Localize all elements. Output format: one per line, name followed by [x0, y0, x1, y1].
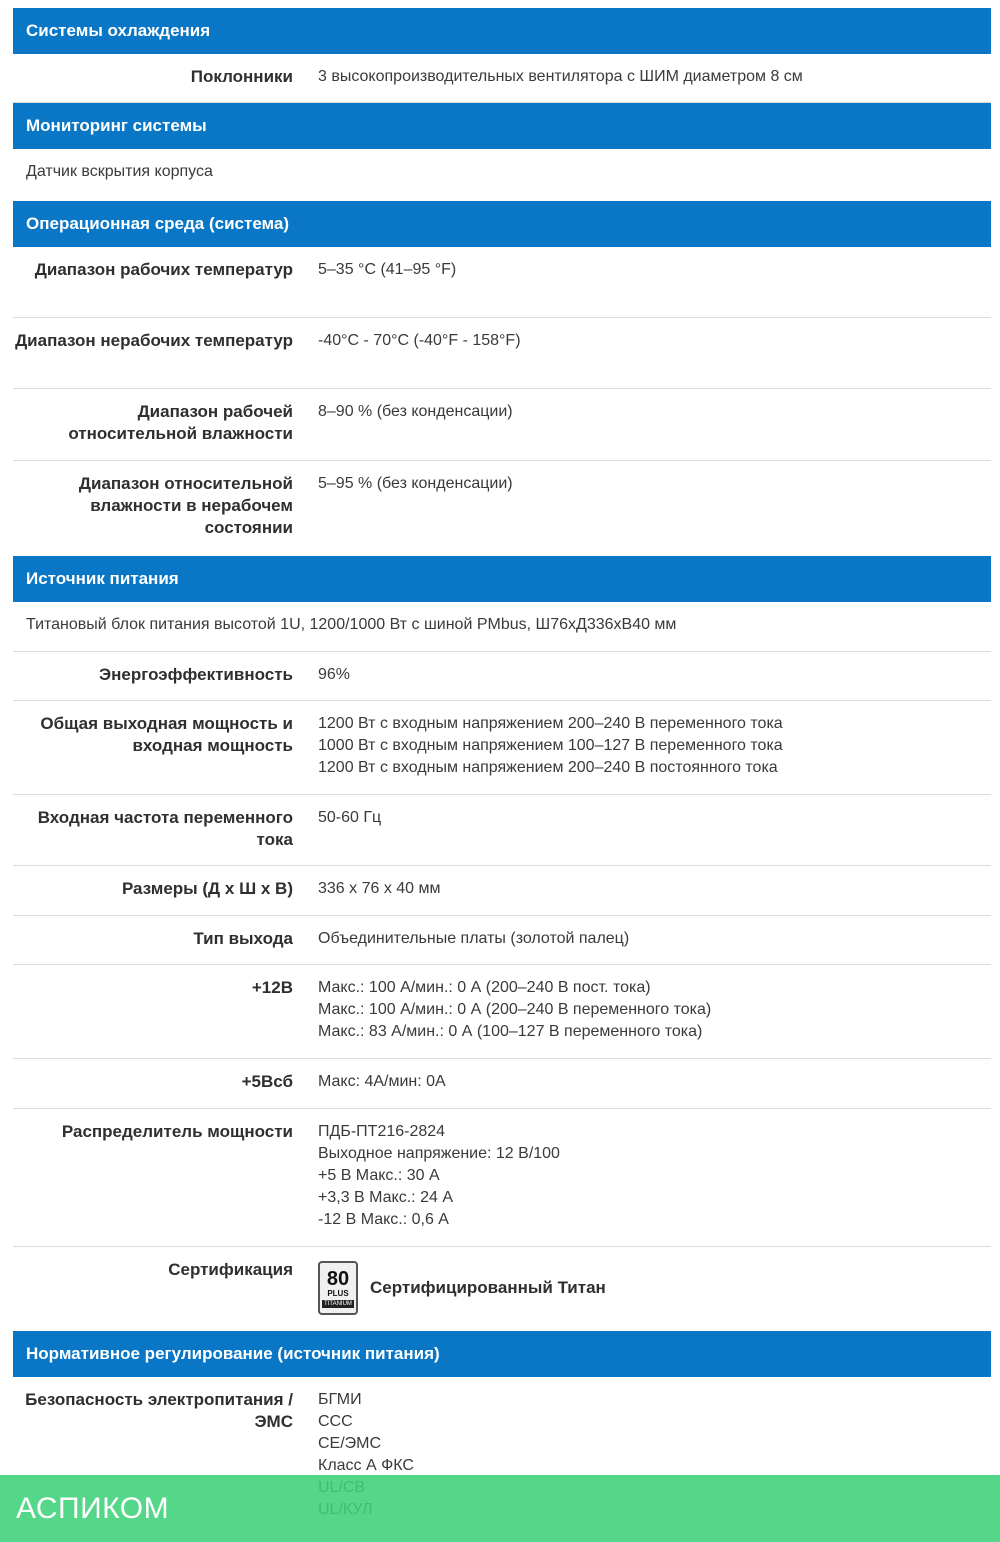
spec-label: Входная частота переменного тока [37, 808, 293, 849]
spec-value [293, 1059, 991, 1108]
spec-row-dimensions [13, 866, 991, 916]
spec-value-line: 5–35 °C (41–95 °F) [318, 261, 457, 278]
spec-value-line: 50-60 Гц [318, 809, 382, 826]
certification-text: Сертифицированный Титан [370, 1278, 606, 1297]
spec-value-line: Макс.: 83 А/мин.: 0 А (100–127 В переменного тока) [318, 1023, 703, 1040]
section-header-environment: Операционная среда (система) [13, 201, 991, 247]
footer-banner [0, 1475, 1000, 1542]
spec-label: Энергоэффективность [99, 665, 293, 684]
spec-value-line: БГМИ [318, 1391, 362, 1408]
80-plus-titanium-badge-icon [318, 1261, 358, 1315]
spec-value-line: 1200 Вт с входным напряжением 200–240 В постоянного тока [318, 759, 778, 776]
spec-value-line: Объединительные платы (золотой палец) [318, 930, 630, 947]
footer-brand[interactable]: АСПИКОМ [16, 1491, 170, 1525]
spec-value [293, 54, 991, 102]
spec-label: +5Всб [241, 1072, 293, 1091]
spec-value: Датчик вскрытия корпуса [26, 163, 213, 180]
section-header-cooling: Системы охлаждения [13, 8, 991, 54]
spec-label: Диапазон нерабочих температур [15, 331, 293, 350]
spec-value [293, 318, 991, 388]
spec-label: Поклонники [190, 67, 293, 86]
spec-row-efficiency [13, 652, 991, 701]
spec-label: +12В [251, 978, 293, 997]
spec-value-line: Макс: 4А/мин: 0А [318, 1073, 446, 1090]
spec-label: Тип выхода [193, 929, 293, 948]
spec-value-line: 96% [318, 666, 351, 683]
spec-value [293, 247, 991, 317]
spec-value-line: +5 В Макс.: 30 А [318, 1167, 440, 1184]
spec-value-line: 1000 Вт с входным напряжением 100–127 В переменного тока [318, 737, 783, 754]
spec-row-5vsb [13, 1059, 991, 1109]
spec-table [13, 8, 991, 1527]
spec-row-operating-temp [13, 247, 991, 318]
spec-label: Общая выходная мощность и входная мощность [40, 714, 293, 755]
spec-value-line: 8–90 % (без конденсации) [318, 403, 513, 420]
badge-number: 80 [326, 1267, 350, 1290]
spec-value [293, 916, 991, 964]
spec-label: Диапазон относительной влажности в нерабочем состоянии [78, 474, 293, 537]
spec-label: Размеры (Д х Ш х В) [121, 879, 293, 898]
spec-label: Безопасность электропитания / ЭМС [25, 1390, 293, 1431]
spec-value-line: CCC [318, 1413, 353, 1430]
spec-row-12v [13, 965, 991, 1059]
spec-value-line: 1200 Вт с входным напряжением 200–240 В переменного тока [318, 715, 783, 732]
spec-value-line: ПДБ-ПТ216-2824 [318, 1123, 446, 1140]
spec-value [293, 701, 991, 794]
spec-value [293, 795, 991, 865]
spec-value [293, 1247, 991, 1331]
section-header-power: Источник питания [13, 556, 991, 602]
spec-value-line: -12 В Макс.: 0,6 А [318, 1211, 449, 1228]
spec-row-input-frequency [13, 795, 991, 866]
spec-value [293, 1109, 991, 1246]
spec-row-nonoperating-humidity [13, 461, 991, 556]
section-header-monitoring: Мониторинг системы [13, 103, 991, 149]
spec-value-line: Класс А ФКС [318, 1457, 414, 1474]
spec-row-fans [13, 54, 991, 103]
spec-label: Сертификация [168, 1260, 293, 1279]
spec-row-nonoperating-temp [13, 318, 991, 389]
spec-value-line: 336 x 76 x 40 мм [318, 880, 441, 897]
spec-value [293, 461, 991, 556]
spec-value [293, 965, 991, 1058]
spec-label: Диапазон рабочих температур [34, 260, 293, 279]
badge-tier: TITANIUM [324, 1300, 352, 1307]
spec-row-operating-humidity [13, 389, 991, 461]
spec-row-output-power [13, 701, 991, 795]
badge-plus: PLUS [327, 1288, 349, 1298]
spec-value-line: Выходное напряжение: 12 В/100 [318, 1145, 560, 1162]
spec-value-line: Макс.: 100 А/мин.: 0 А (200–240 В переменного тока) [318, 1001, 712, 1018]
spec-value [293, 389, 991, 460]
spec-row-certification [13, 1247, 991, 1331]
spec-value-line: +3,3 В Макс.: 24 А [318, 1189, 453, 1206]
spec-value-line: CE/ЭМС [318, 1435, 382, 1452]
spec-row-intrusion [13, 149, 991, 201]
spec-label: Диапазон рабочей относительной влажности [68, 402, 293, 443]
spec-value: Титановый блок питания высотой 1U, 1200/1000 Вт с шиной PMbus, Ш76хД336хВ40 мм [26, 616, 677, 633]
spec-value-line: 3 высокопроизводительных вентилятора с ШИМ диаметром 8 см [318, 68, 803, 85]
spec-value-line: Макс.: 100 А/мин.: 0 А (200–240 В пост. тока) [318, 979, 651, 996]
spec-value-line: 5–95 % (без конденсации) [318, 475, 513, 492]
spec-row-psu-summary [13, 602, 991, 652]
spec-label: Распределитель мощности [61, 1122, 293, 1141]
spec-row-pdb [13, 1109, 991, 1247]
section-header-regulatory: Нормативное регулирование (источник питания) [13, 1331, 991, 1377]
spec-value [293, 866, 991, 915]
spec-value-line: -40°C - 70°C (-40°F - 158°F) [318, 332, 521, 349]
spec-value [293, 652, 991, 700]
spec-row-output-type [13, 916, 991, 965]
